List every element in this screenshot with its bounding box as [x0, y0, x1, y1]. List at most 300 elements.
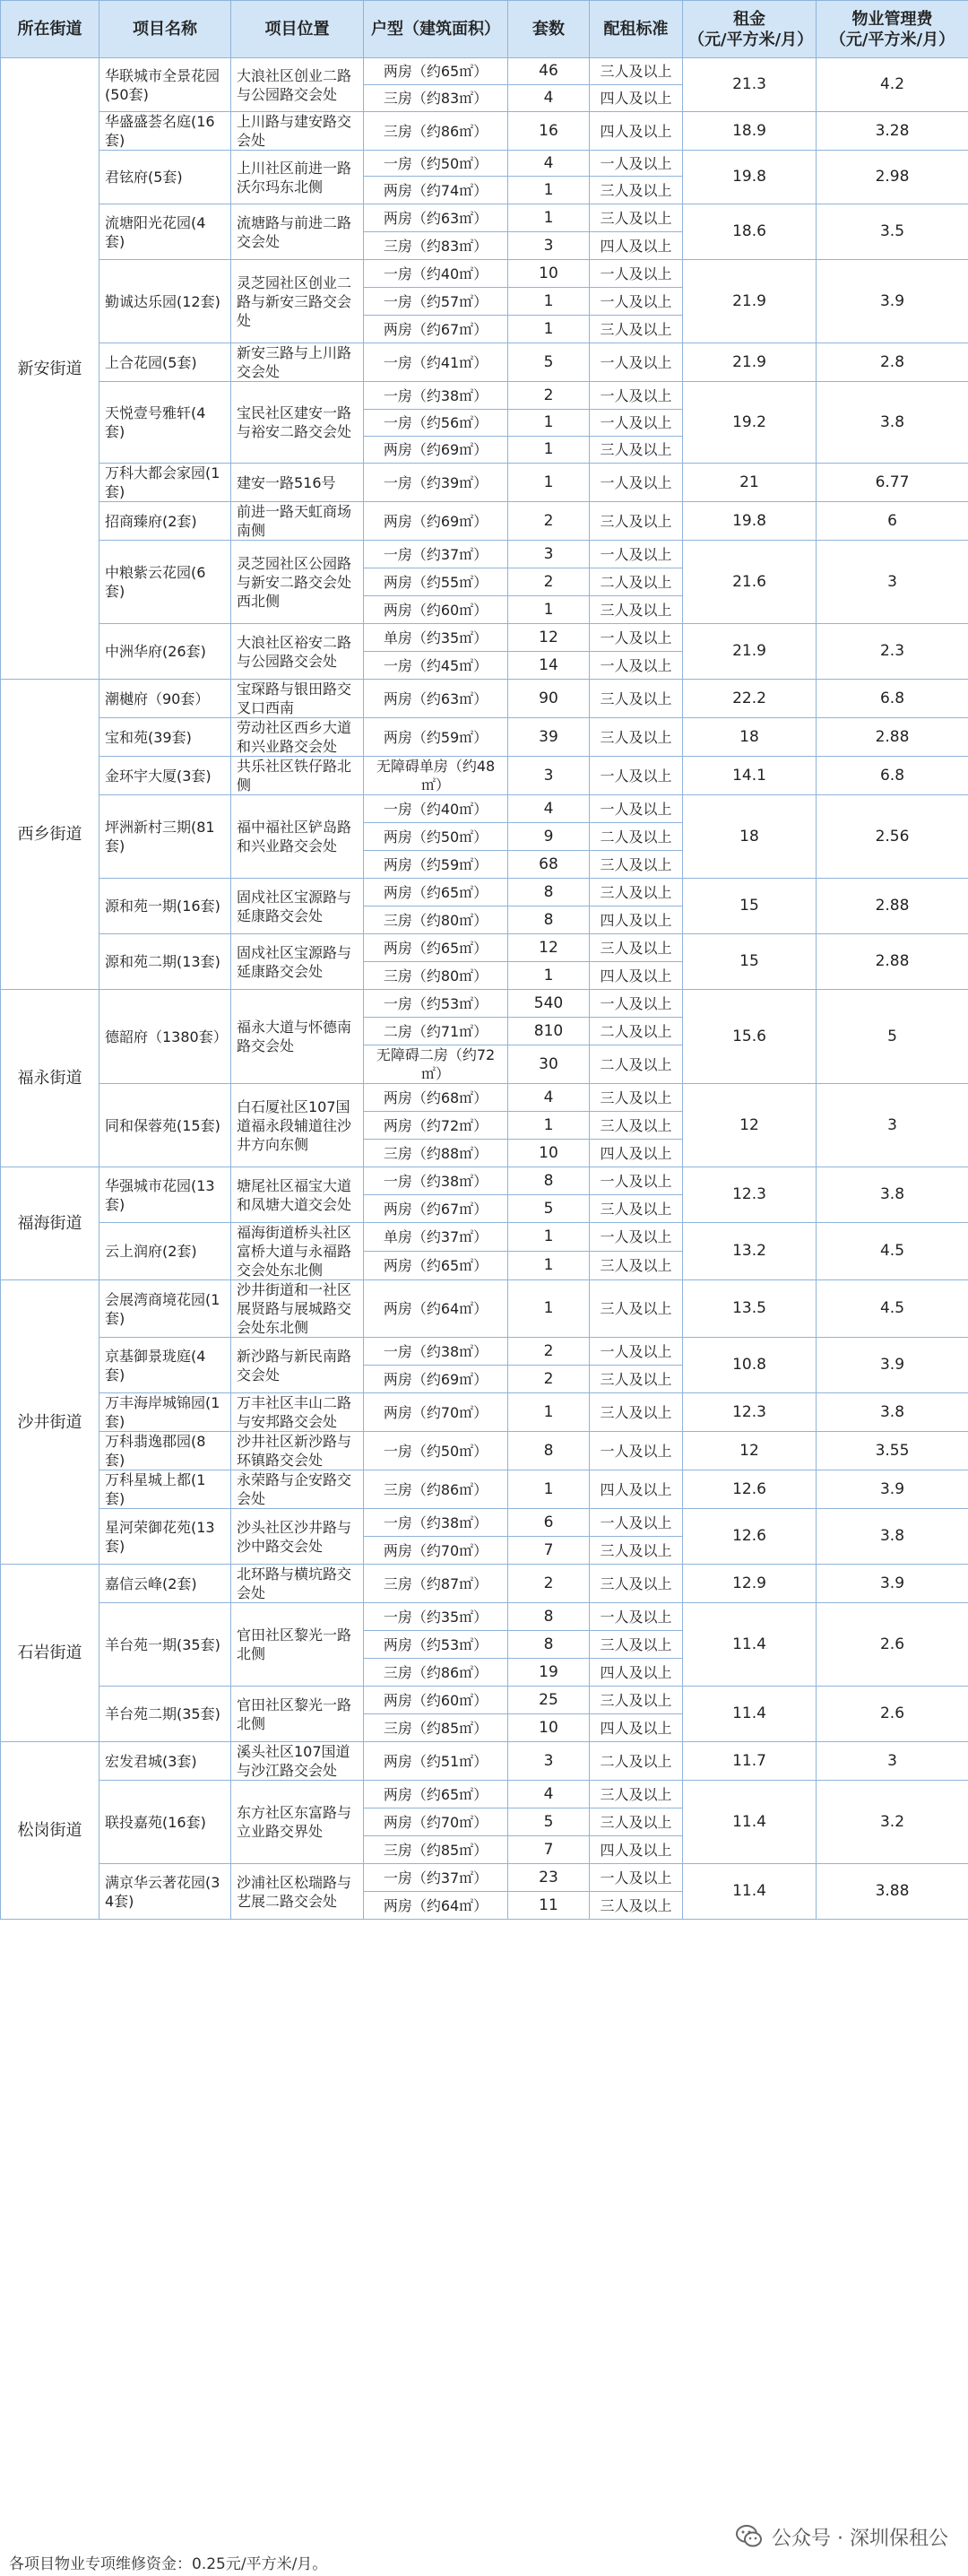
cell-fee: 2.88	[817, 879, 968, 934]
cell-fee: 3	[817, 1084, 968, 1167]
cell-unit-type: 两房（约67㎡）	[364, 316, 508, 343]
cell-count: 1	[508, 1470, 590, 1509]
cell-standard: 一人及以上	[590, 990, 683, 1018]
cell-project: 潮樾府（90套）	[99, 680, 231, 718]
cell-standard: 三人及以上	[590, 1366, 683, 1393]
cell-location: 白石厦社区107国道福永段辅道往沙井方向东侧	[231, 1084, 364, 1167]
cell-unit-type: 两房（约69㎡）	[364, 502, 508, 541]
cell-project: 同和保蓉苑(15套)	[99, 1084, 231, 1167]
cell-fee: 2.98	[817, 151, 968, 204]
cell-unit-type: 两房（约50㎡）	[364, 823, 508, 851]
cell-count: 1	[508, 288, 590, 316]
cell-standard: 一人及以上	[590, 464, 683, 502]
cell-standard: 一人及以上	[590, 652, 683, 680]
cell-location: 官田社区黎光一路北侧	[231, 1603, 364, 1687]
table-row	[1, 1687, 968, 1714]
cell-fee: 3.9	[817, 1338, 968, 1393]
cell-rent: 11.7	[683, 1742, 817, 1781]
cell-standard: 一人及以上	[590, 757, 683, 795]
cell-rent: 18	[683, 795, 817, 879]
cell-location: 灵芝园社区创业二路与新安三路交会处	[231, 260, 364, 343]
table-row	[1, 1338, 968, 1366]
cell-rent: 15.6	[683, 990, 817, 1084]
cell-unit-type: 两房（约65㎡）	[364, 1252, 508, 1280]
cell-unit-type: 两房（约64㎡）	[364, 1280, 508, 1338]
cell-standard: 三人及以上	[590, 1687, 683, 1714]
cell-project: 德韶府（1380套）	[99, 990, 231, 1084]
header-rent-unit: （元/平方米/月）	[688, 30, 814, 49]
cell-unit-type: 两房（约60㎡）	[364, 596, 508, 624]
cell-project: 坪洲新村三期(81套)	[99, 795, 231, 879]
cell-location: 流塘路与前进二路交会处	[231, 204, 364, 260]
cell-location: 上川社区前进一路沃尔玛东北侧	[231, 151, 364, 204]
cell-unit-type: 二房（约71㎡）	[364, 1018, 508, 1045]
table-row	[1, 1603, 968, 1631]
cell-unit-type: 一房（约38㎡）	[364, 1167, 508, 1195]
cell-unit-type: 两房（约65㎡）	[364, 934, 508, 962]
cell-standard: 三人及以上	[590, 1808, 683, 1836]
header-location: 项目位置	[231, 1, 364, 58]
cell-standard: 三人及以上	[590, 316, 683, 343]
cell-location: 宝琛路与银田路交叉口西南	[231, 680, 364, 718]
cell-count: 12	[508, 934, 590, 962]
cell-count: 14	[508, 652, 590, 680]
cell-project: 勤诚达乐园(12套)	[99, 260, 231, 343]
cell-rent: 11.4	[683, 1603, 817, 1687]
cell-unit-type: 一房（约37㎡）	[364, 1864, 508, 1892]
cell-standard: 一人及以上	[590, 288, 683, 316]
cell-unit-type: 两房（约65㎡）	[364, 58, 508, 85]
cell-rent: 11.4	[683, 1864, 817, 1920]
cell-rent: 10.8	[683, 1338, 817, 1393]
table-row	[1, 1167, 968, 1195]
cell-project: 宝和苑(39套)	[99, 718, 231, 757]
cell-unit-type: 三房（约85㎡）	[364, 1836, 508, 1864]
cell-location: 福中福社区铲岛路和兴业路交会处	[231, 795, 364, 879]
cell-unit-type: 一房（约56㎡）	[364, 410, 508, 437]
cell-project: 万丰海岸城锦园(1套)	[99, 1393, 231, 1432]
cell-rent: 15	[683, 934, 817, 990]
cell-location: 福永大道与怀德南路交会处	[231, 990, 364, 1084]
table-row	[1, 1280, 968, 1338]
cell-count: 5	[508, 1808, 590, 1836]
cell-project: 万科翡逸郡园(8套)	[99, 1432, 231, 1470]
cell-unit-type: 两房（约70㎡）	[364, 1537, 508, 1565]
cell-standard: 二人及以上	[590, 568, 683, 596]
cell-standard: 三人及以上	[590, 58, 683, 85]
cell-unit-type: 无障碍二房（约72㎡）	[364, 1045, 508, 1084]
cell-rent: 21.3	[683, 58, 817, 112]
cell-location: 劳动社区西乡大道和兴业路交会处	[231, 718, 364, 757]
cell-count: 1	[508, 316, 590, 343]
table-row	[1, 624, 968, 652]
cell-count: 1	[508, 204, 590, 232]
cell-rent: 12	[683, 1432, 817, 1470]
table-row	[1, 1565, 968, 1603]
cell-fee: 3.9	[817, 1565, 968, 1603]
cell-project: 君铉府(5套)	[99, 151, 231, 204]
cell-rent: 18.6	[683, 204, 817, 260]
cell-location: 沙头社区沙井路与沙中路交会处	[231, 1509, 364, 1565]
cell-rent: 12.3	[683, 1393, 817, 1432]
cell-fee: 3	[817, 541, 968, 624]
table-row	[1, 879, 968, 906]
cell-unit-type: 三房（约86㎡）	[364, 1659, 508, 1687]
cell-rent: 11.4	[683, 1781, 817, 1864]
cell-count: 46	[508, 58, 590, 85]
header-rent	[683, 1, 817, 58]
cell-rent: 21.9	[683, 260, 817, 343]
cell-rent: 13.5	[683, 1280, 817, 1338]
cell-rent: 19.2	[683, 382, 817, 464]
cell-count: 3	[508, 541, 590, 568]
cell-project: 华强城市花园(13套)	[99, 1167, 231, 1223]
cell-unit-type: 一房（约38㎡）	[364, 1509, 508, 1537]
cell-count: 68	[508, 851, 590, 879]
cell-fee: 3.9	[817, 1470, 968, 1509]
cell-standard: 三人及以上	[590, 1537, 683, 1565]
cell-unit-type: 一房（约35㎡）	[364, 1603, 508, 1631]
cell-count: 810	[508, 1018, 590, 1045]
cell-standard: 一人及以上	[590, 151, 683, 177]
cell-unit-type: 两房（约68㎡）	[364, 1084, 508, 1112]
cell-unit-type: 两房（约67㎡）	[364, 1195, 508, 1223]
cell-location: 固戍社区宝源路与延康路交会处	[231, 879, 364, 934]
cell-fee: 3.8	[817, 1509, 968, 1565]
cell-standard: 一人及以上	[590, 410, 683, 437]
cell-unit-type: 两房（约63㎡）	[364, 680, 508, 718]
cell-street: 新安街道	[1, 58, 99, 680]
header-fee	[817, 1, 968, 58]
cell-standard: 三人及以上	[590, 851, 683, 879]
cell-unit-type: 两房（约53㎡）	[364, 1631, 508, 1659]
cell-unit-type: 三房（约87㎡）	[364, 1565, 508, 1603]
cell-standard: 一人及以上	[590, 1603, 683, 1631]
cell-count: 2	[508, 1565, 590, 1603]
table-row	[1, 1742, 968, 1781]
cell-project: 羊台苑二期(35套)	[99, 1687, 231, 1742]
cell-fee: 2.88	[817, 934, 968, 990]
cell-rent: 18	[683, 718, 817, 757]
cell-rent: 12	[683, 1084, 817, 1167]
header-unit-type: 户型（建筑面积）	[364, 1, 508, 58]
cell-standard: 一人及以上	[590, 260, 683, 288]
cell-fee: 6.8	[817, 680, 968, 718]
cell-fee: 3.8	[817, 382, 968, 464]
cell-standard: 二人及以上	[590, 823, 683, 851]
cell-project: 羊台苑一期(35套)	[99, 1603, 231, 1687]
cell-project: 京基御景珑庭(4套)	[99, 1338, 231, 1393]
cell-rent: 14.1	[683, 757, 817, 795]
cell-street: 沙井街道	[1, 1280, 99, 1565]
cell-rent: 21	[683, 464, 817, 502]
cell-fee: 3.55	[817, 1432, 968, 1470]
cell-count: 5	[508, 1195, 590, 1223]
cell-fee: 3.88	[817, 1864, 968, 1920]
cell-standard: 二人及以上	[590, 1045, 683, 1084]
cell-count: 6	[508, 1509, 590, 1537]
cell-unit-type: 无障碍单房（约48㎡）	[364, 757, 508, 795]
cell-unit-type: 两房（约72㎡）	[364, 1112, 508, 1140]
cell-count: 7	[508, 1836, 590, 1864]
cell-standard: 三人及以上	[590, 596, 683, 624]
cell-standard: 三人及以上	[590, 177, 683, 204]
cell-unit-type: 三房（约86㎡）	[364, 1470, 508, 1509]
cell-fee: 3.5	[817, 204, 968, 260]
cell-location: 新沙路与新民南路交会处	[231, 1338, 364, 1393]
cell-project: 华联城市全景花园(50套)	[99, 58, 231, 112]
cell-project: 中洲华府(26套)	[99, 624, 231, 680]
table-row	[1, 464, 968, 502]
cell-standard: 三人及以上	[590, 502, 683, 541]
table-row	[1, 1864, 968, 1892]
cell-count: 12	[508, 624, 590, 652]
header-project: 项目名称	[99, 1, 231, 58]
cell-standard: 二人及以上	[590, 1742, 683, 1781]
cell-standard: 四人及以上	[590, 232, 683, 260]
cell-standard: 三人及以上	[590, 1631, 683, 1659]
cell-count: 1	[508, 464, 590, 502]
cell-fee: 6	[817, 502, 968, 541]
cell-standard: 三人及以上	[590, 934, 683, 962]
watermark-text: 公众号 · 深圳保租公	[772, 2527, 948, 2550]
table-row	[1, 1509, 968, 1537]
table-row	[1, 260, 968, 288]
table-row	[1, 1470, 968, 1509]
cell-count: 540	[508, 990, 590, 1018]
cell-standard: 四人及以上	[590, 112, 683, 151]
cell-count: 8	[508, 879, 590, 906]
cell-count: 2	[508, 1366, 590, 1393]
cell-project: 源和苑二期(13套)	[99, 934, 231, 990]
cell-standard: 四人及以上	[590, 1140, 683, 1167]
header-fee-title: 物业管理费	[851, 9, 933, 29]
cell-count: 30	[508, 1045, 590, 1084]
cell-unit-type: 两房（约55㎡）	[364, 568, 508, 596]
table-row	[1, 1393, 968, 1432]
cell-standard: 三人及以上	[590, 1565, 683, 1603]
cell-count: 10	[508, 260, 590, 288]
cell-fee: 3.9	[817, 260, 968, 343]
cell-count: 1	[508, 1280, 590, 1338]
cell-rent: 18.9	[683, 112, 817, 151]
cell-count: 8	[508, 1167, 590, 1195]
cell-count: 7	[508, 1537, 590, 1565]
cell-count: 16	[508, 112, 590, 151]
cell-standard: 三人及以上	[590, 437, 683, 464]
cell-unit-type: 一房（约57㎡）	[364, 288, 508, 316]
cell-unit-type: 一房（约37㎡）	[364, 541, 508, 568]
cell-project: 万科大都会家园(1套)	[99, 464, 231, 502]
cell-project: 联投嘉苑(16套)	[99, 1781, 231, 1864]
cell-count: 8	[508, 1432, 590, 1470]
cell-location: 福海街道桥头社区富桥大道与永福路交会处东北侧	[231, 1223, 364, 1280]
cell-unit-type: 两房（约60㎡）	[364, 1687, 508, 1714]
cell-location: 官田社区黎光一路北侧	[231, 1687, 364, 1742]
cell-unit-type: 一房（约53㎡）	[364, 990, 508, 1018]
cell-location: 灵芝园社区公园路与新安二路交会处西北侧	[231, 541, 364, 624]
cell-unit-type: 三房（约83㎡）	[364, 85, 508, 112]
cell-standard: 三人及以上	[590, 1084, 683, 1112]
cell-standard: 一人及以上	[590, 1864, 683, 1892]
table-row	[1, 795, 968, 823]
header-standard: 配租标准	[590, 1, 683, 58]
cell-street: 石岩街道	[1, 1565, 99, 1742]
cell-location: 沙井街道和一社区展贤路与展城路交会处东北侧	[231, 1280, 364, 1338]
cell-project: 云上润府(2套)	[99, 1223, 231, 1280]
cell-project: 满京华云著花园(34套)	[99, 1864, 231, 1920]
cell-unit-type: 一房（约50㎡）	[364, 151, 508, 177]
cell-unit-type: 一房（约40㎡）	[364, 260, 508, 288]
cell-rent: 21.9	[683, 624, 817, 680]
cell-count: 4	[508, 1084, 590, 1112]
cell-count: 8	[508, 1631, 590, 1659]
cell-standard: 三人及以上	[590, 718, 683, 757]
cell-location: 沙井社区新沙路与环镇路交会处	[231, 1432, 364, 1470]
cell-unit-type: 三房（约80㎡）	[364, 906, 508, 934]
cell-location: 宝民社区建安一路与裕安二路交会处	[231, 382, 364, 464]
cell-fee: 3.8	[817, 1167, 968, 1223]
watermark	[734, 2521, 948, 2552]
cell-rent: 21.6	[683, 541, 817, 624]
cell-unit-type: 三房（约86㎡）	[364, 112, 508, 151]
cell-rent: 19.8	[683, 502, 817, 541]
cell-count: 1	[508, 1112, 590, 1140]
cell-fee: 3.2	[817, 1781, 968, 1864]
cell-count: 1	[508, 962, 590, 990]
header-rent-title: 租金	[733, 9, 765, 29]
cell-count: 39	[508, 718, 590, 757]
cell-fee: 4.5	[817, 1223, 968, 1280]
cell-rent: 12.3	[683, 1167, 817, 1223]
cell-project: 金环宇大厦(3套)	[99, 757, 231, 795]
table-row	[1, 343, 968, 382]
cell-unit-type: 三房（约83㎡）	[364, 232, 508, 260]
cell-count: 4	[508, 151, 590, 177]
cell-fee: 2.6	[817, 1603, 968, 1687]
cell-rent: 22.2	[683, 680, 817, 718]
cell-count: 19	[508, 1659, 590, 1687]
table-row	[1, 112, 968, 151]
cell-standard: 三人及以上	[590, 680, 683, 718]
cell-fee: 3.8	[817, 1393, 968, 1432]
cell-count: 9	[508, 823, 590, 851]
cell-rent: 15	[683, 879, 817, 934]
cell-rent: 11.4	[683, 1687, 817, 1742]
cell-location: 大浪社区裕安二路与公园路交会处	[231, 624, 364, 680]
cell-unit-type: 一房（约50㎡）	[364, 1432, 508, 1470]
cell-project: 宏发君城(3套)	[99, 1742, 231, 1781]
cell-standard: 三人及以上	[590, 1112, 683, 1140]
cell-unit-type: 两房（约69㎡）	[364, 437, 508, 464]
table-row	[1, 757, 968, 795]
cell-rent: 21.9	[683, 343, 817, 382]
cell-standard: 四人及以上	[590, 1470, 683, 1509]
table-row	[1, 541, 968, 568]
cell-standard: 四人及以上	[590, 906, 683, 934]
cell-count: 1	[508, 1393, 590, 1432]
cell-location: 万丰社区丰山二路与安邦路交会处	[231, 1393, 364, 1432]
cell-count: 1	[508, 1252, 590, 1280]
cell-standard: 一人及以上	[590, 1509, 683, 1537]
cell-count: 3	[508, 757, 590, 795]
cell-count: 4	[508, 85, 590, 112]
table-row	[1, 1084, 968, 1112]
cell-rent: 13.2	[683, 1223, 817, 1280]
cell-unit-type: 两房（约70㎡）	[364, 1393, 508, 1432]
cell-unit-type: 三房（约80㎡）	[364, 962, 508, 990]
cell-project: 流塘阳光花园(4套)	[99, 204, 231, 260]
cell-unit-type: 两房（约51㎡）	[364, 1742, 508, 1781]
cell-standard: 四人及以上	[590, 1659, 683, 1687]
header-street: 所在街道	[1, 1, 99, 58]
cell-count: 8	[508, 906, 590, 934]
cell-street: 福永街道	[1, 990, 99, 1167]
cell-location: 北环路与横坑路交会处	[231, 1565, 364, 1603]
footer-note: 各项目物业专项维修资金：0.25元/平方米/月。	[9, 2555, 328, 2573]
cell-project: 华盛盛荟名庭(16套)	[99, 112, 231, 151]
cell-project: 会展湾商境花园(1套)	[99, 1280, 231, 1338]
table-row	[1, 382, 968, 410]
table-header-row	[1, 1, 968, 58]
cell-project: 上合花园(5套)	[99, 343, 231, 382]
table-row	[1, 680, 968, 718]
table-row	[1, 934, 968, 962]
cell-count: 2	[508, 382, 590, 410]
cell-unit-type: 两房（约65㎡）	[364, 1781, 508, 1808]
cell-fee: 2.3	[817, 624, 968, 680]
cell-location: 塘尾社区福宝大道和凤塘大道交会处	[231, 1167, 364, 1223]
cell-standard: 三人及以上	[590, 1280, 683, 1338]
cell-standard: 三人及以上	[590, 1195, 683, 1223]
cell-count: 1	[508, 410, 590, 437]
cell-unit-type: 两房（约59㎡）	[364, 851, 508, 879]
cell-location: 溪头社区107国道与沙江路交会处	[231, 1742, 364, 1781]
cell-project: 天悦壹号雅轩(4套)	[99, 382, 231, 464]
cell-project: 源和苑一期(16套)	[99, 879, 231, 934]
cell-rent: 12.6	[683, 1470, 817, 1509]
cell-standard: 一人及以上	[590, 382, 683, 410]
cell-standard: 三人及以上	[590, 879, 683, 906]
cell-location: 东方社区东富路与立业路交界处	[231, 1781, 364, 1864]
cell-fee: 5	[817, 990, 968, 1084]
cell-project: 招商臻府(2套)	[99, 502, 231, 541]
cell-location: 沙浦社区松瑞路与艺展二路交会处	[231, 1864, 364, 1920]
cell-count: 1	[508, 596, 590, 624]
table-row	[1, 718, 968, 757]
cell-count: 1	[508, 177, 590, 204]
cell-count: 3	[508, 1742, 590, 1781]
cell-count: 4	[508, 795, 590, 823]
cell-standard: 一人及以上	[590, 541, 683, 568]
table-body	[1, 58, 968, 1920]
cell-count: 4	[508, 1781, 590, 1808]
cell-project: 万科星城上都(1套)	[99, 1470, 231, 1509]
cell-unit-type: 两房（约63㎡）	[364, 204, 508, 232]
cell-count: 2	[508, 568, 590, 596]
cell-rent: 12.9	[683, 1565, 817, 1603]
cell-fee: 2.56	[817, 795, 968, 879]
cell-project: 嘉信云峰(2套)	[99, 1565, 231, 1603]
cell-standard: 一人及以上	[590, 624, 683, 652]
cell-fee: 3.28	[817, 112, 968, 151]
cell-standard: 四人及以上	[590, 962, 683, 990]
cell-standard: 一人及以上	[590, 1338, 683, 1366]
cell-count: 10	[508, 1714, 590, 1742]
cell-standard: 三人及以上	[590, 1252, 683, 1280]
cell-location: 固戍社区宝源路与延康路交会处	[231, 934, 364, 990]
cell-unit-type: 两房（约59㎡）	[364, 718, 508, 757]
